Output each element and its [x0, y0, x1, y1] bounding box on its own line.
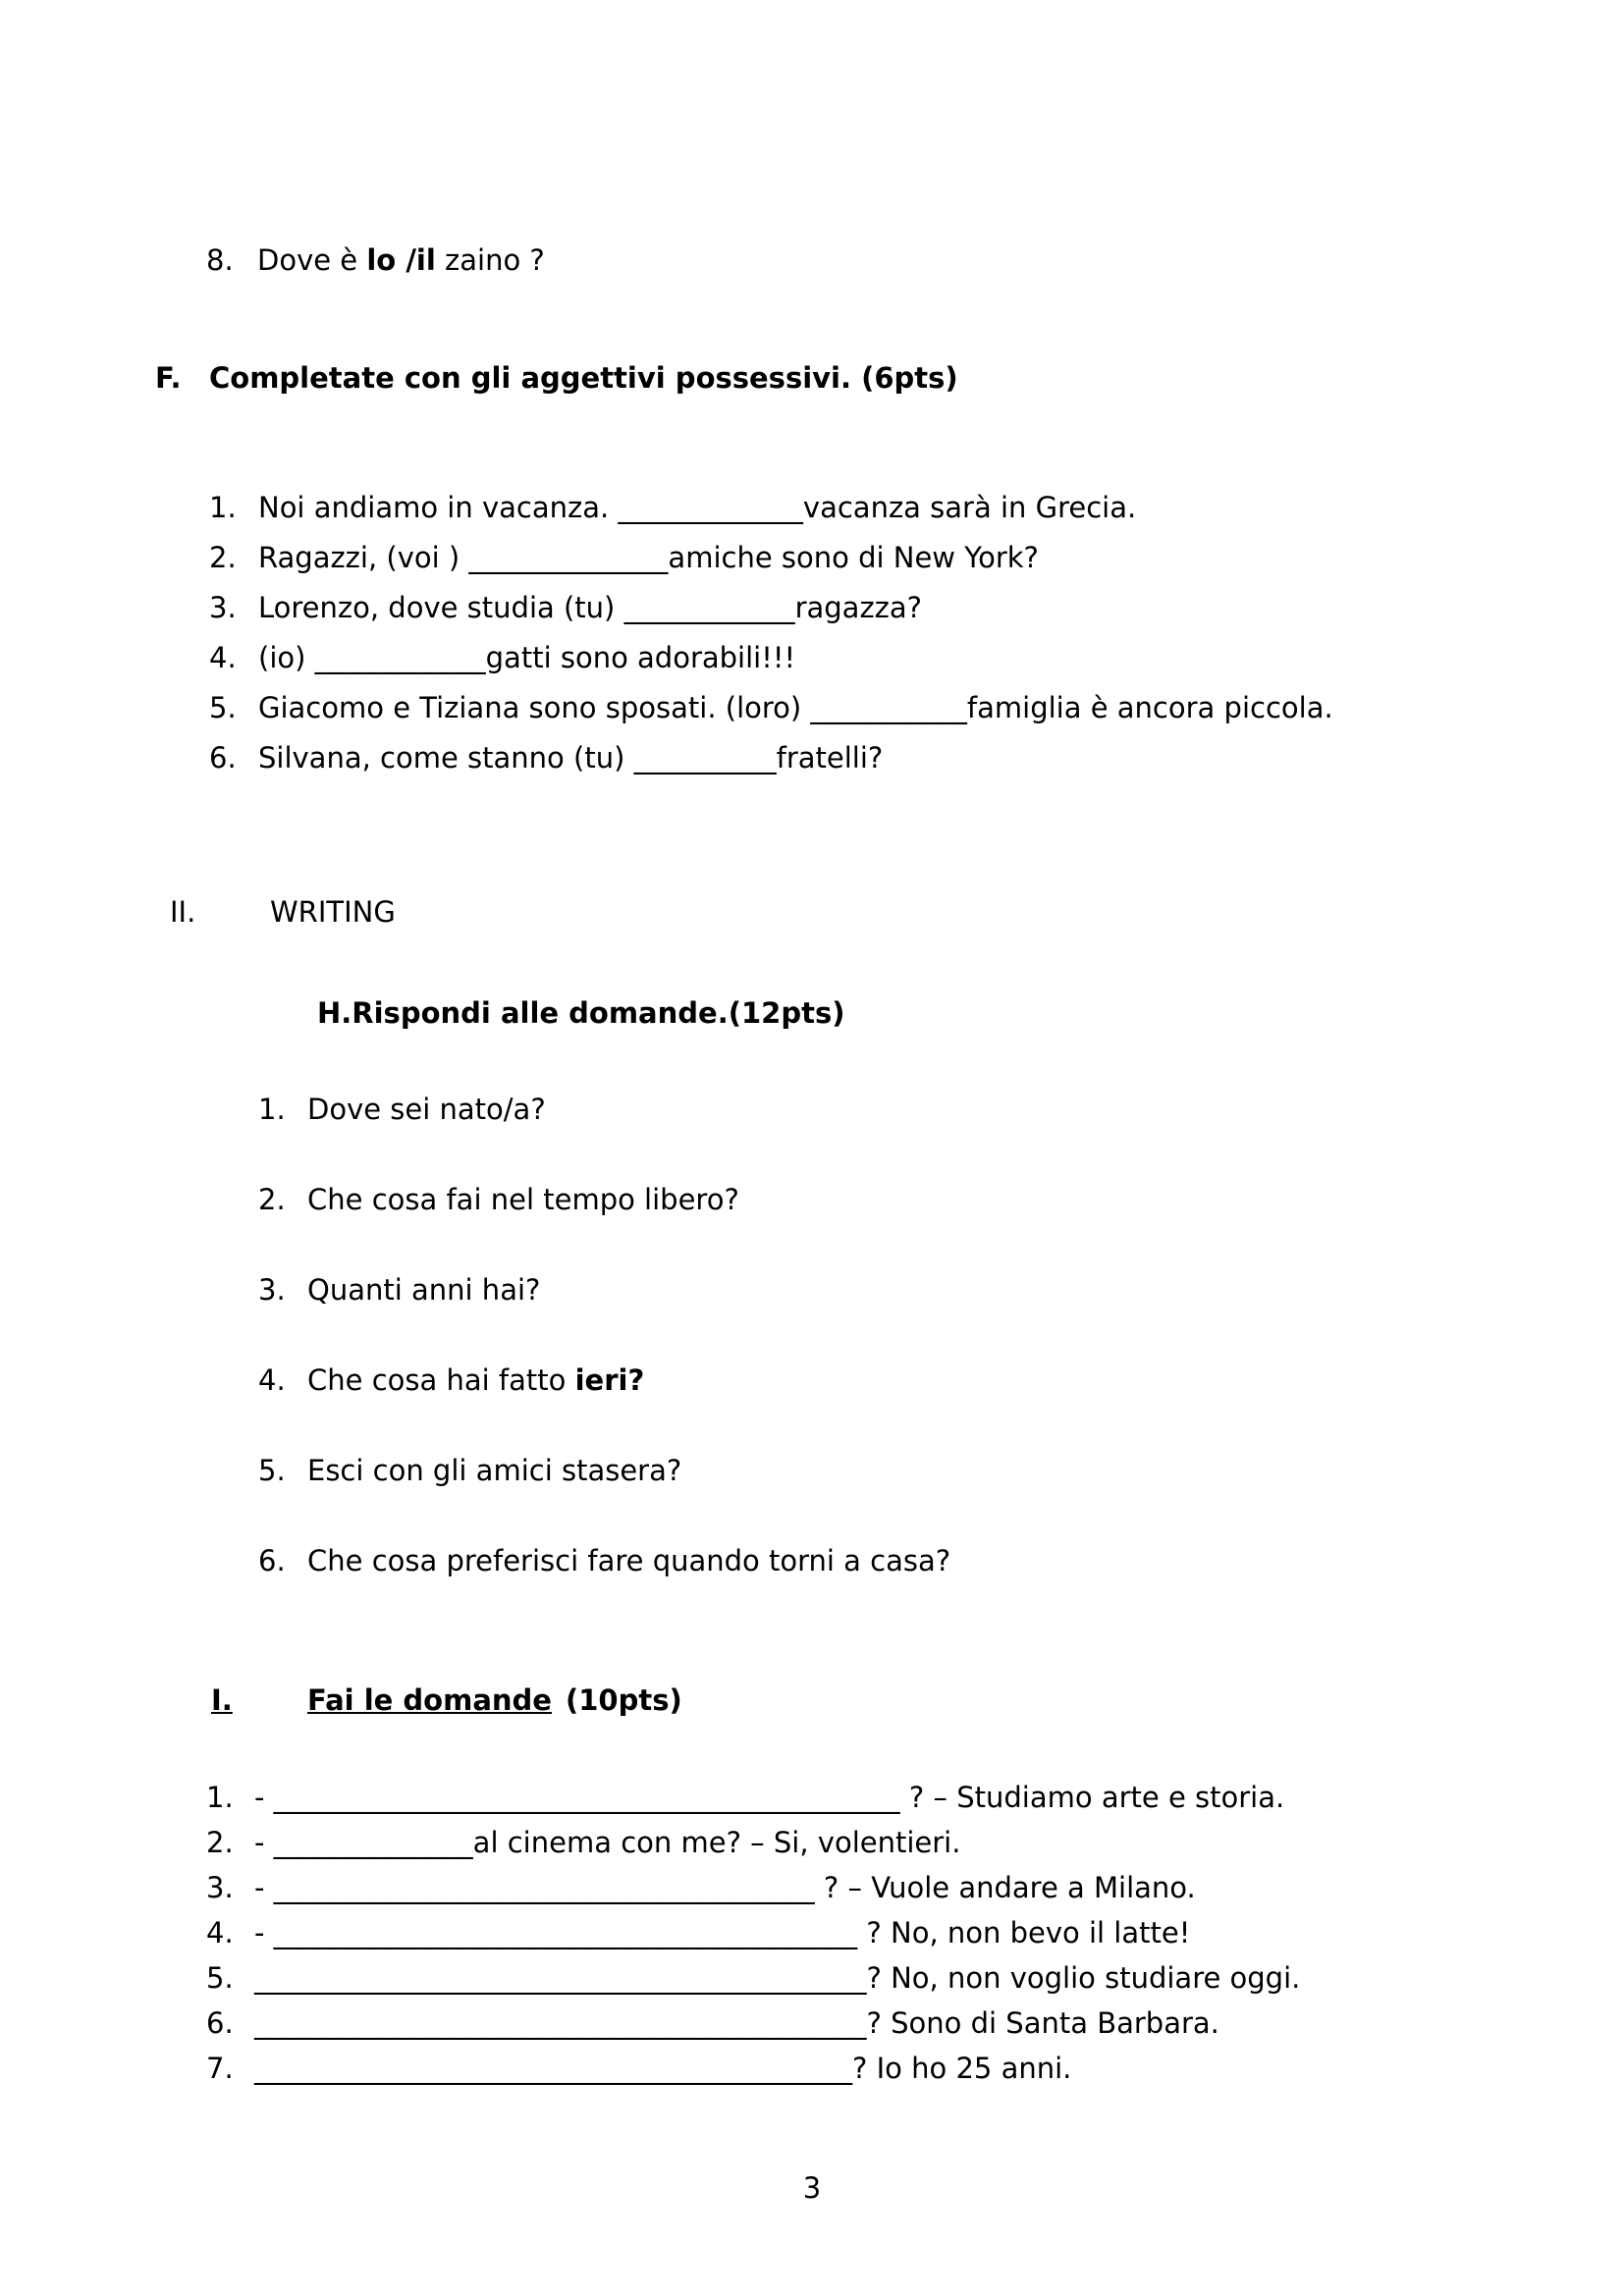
item-text: Che cosa fai nel tempo libero? [307, 1183, 739, 1216]
item-text: Noi andiamo in vacanza. _____________vacanza sarà in Grecia. [258, 491, 1137, 524]
section-i-label: I. [211, 1683, 233, 1717]
list-item [209, 483, 1333, 533]
item-number: 1. [206, 1781, 234, 1814]
item-text: - ______________________________________ ? – Vuole andare a Milano. [254, 1871, 1196, 1904]
list-item [258, 1361, 950, 1400]
section-f-title: Completate con gli aggettivi possessivi. (6pts) [209, 361, 958, 395]
item-text: - _________________________________________ ? No, non bevo il latte! [254, 1916, 1191, 1949]
item-number: 6. [206, 2006, 234, 2040]
list-item [209, 633, 1333, 683]
section-i-title: Fai le domande [307, 1683, 552, 1717]
item-text: - ______________al cinema con me? – Si, volentieri. [254, 1826, 961, 1859]
item-number: 3. [206, 1871, 234, 1904]
section-h-heading: H.Rispondi alle domande.(12pts) [317, 996, 845, 1030]
list-item [209, 683, 1333, 733]
item-text: __________________________________________? Io ho 25 anni. [254, 2052, 1072, 2085]
item-text: Silvana, come stanno (tu) __________fratelli? [258, 741, 884, 774]
item-text: (io) ____________gatti sono adorabili!!! [258, 641, 796, 674]
list-item [258, 1090, 950, 1129]
list-item [209, 533, 1333, 583]
list-item [209, 733, 1333, 783]
item-text: Che cosa hai fatto ieri? [307, 1363, 645, 1397]
list-item [206, 1865, 1300, 1910]
item-number: 1. [258, 1093, 286, 1126]
section-h-list [258, 1090, 950, 1631]
question-number: 8. [206, 243, 234, 277]
list-item [258, 1541, 950, 1580]
item-number: 2. [258, 1183, 286, 1216]
question-8 [206, 243, 545, 277]
list-item [258, 1180, 950, 1219]
list-item [258, 1451, 950, 1490]
item-text: ___________________________________________? No, non voglio studiare oggi. [254, 1961, 1301, 1995]
list-item [206, 1820, 1300, 1865]
item-number: 6. [258, 1544, 286, 1577]
item-number: 2. [209, 541, 237, 574]
list-item [206, 2001, 1300, 2046]
item-number: 4. [209, 641, 237, 674]
list-item [209, 583, 1333, 633]
item-number: 5. [209, 691, 237, 724]
question-text: Dove è lo /il zaino ? [257, 243, 545, 277]
item-text: Giacomo e Tiziana sono sposati. (loro) ___________famiglia è ancora piccola. [258, 691, 1333, 724]
item-text: Esci con gli amici stasera? [307, 1454, 682, 1487]
section-ii-heading [170, 895, 396, 929]
item-number: 3. [258, 1273, 286, 1307]
list-item [206, 2046, 1300, 2091]
item-text: Ragazzi, (voi ) ______________amiche sono di New York? [258, 541, 1039, 574]
item-text: Dove sei nato/a? [307, 1093, 546, 1126]
list-item [206, 1775, 1300, 1820]
section-f-list [209, 483, 1333, 783]
item-number: 3. [209, 591, 237, 624]
item-text: Quanti anni hai? [307, 1273, 541, 1307]
item-text: - ____________________________________________ ? – Studiamo arte e storia. [254, 1781, 1285, 1814]
section-ii-title: WRITING [270, 895, 396, 929]
item-number: 4. [206, 1916, 234, 1949]
section-f-label: F. [155, 361, 182, 395]
item-number: 4. [258, 1363, 286, 1397]
list-item [258, 1270, 950, 1309]
item-number: 6. [209, 741, 237, 774]
section-ii-label: II. [170, 895, 196, 929]
item-text: Che cosa preferisci fare quando torni a casa? [307, 1544, 951, 1577]
item-number: 2. [206, 1826, 234, 1859]
list-item [206, 1910, 1300, 1955]
section-i-points: (10pts) [565, 1683, 682, 1717]
item-text: Lorenzo, dove studia (tu) ____________ragazza? [258, 591, 923, 624]
list-item [206, 1955, 1300, 2001]
item-number: 5. [206, 1961, 234, 1995]
page-number: 3 [802, 2171, 822, 2205]
item-number: 5. [258, 1454, 286, 1487]
section-f-heading [155, 361, 958, 395]
section-i-heading [211, 1683, 682, 1717]
section-i-list [206, 1775, 1300, 2091]
item-number: 7. [206, 2052, 234, 2085]
item-text: ___________________________________________? Sono di Santa Barbara. [254, 2006, 1219, 2040]
item-number: 1. [209, 491, 237, 524]
